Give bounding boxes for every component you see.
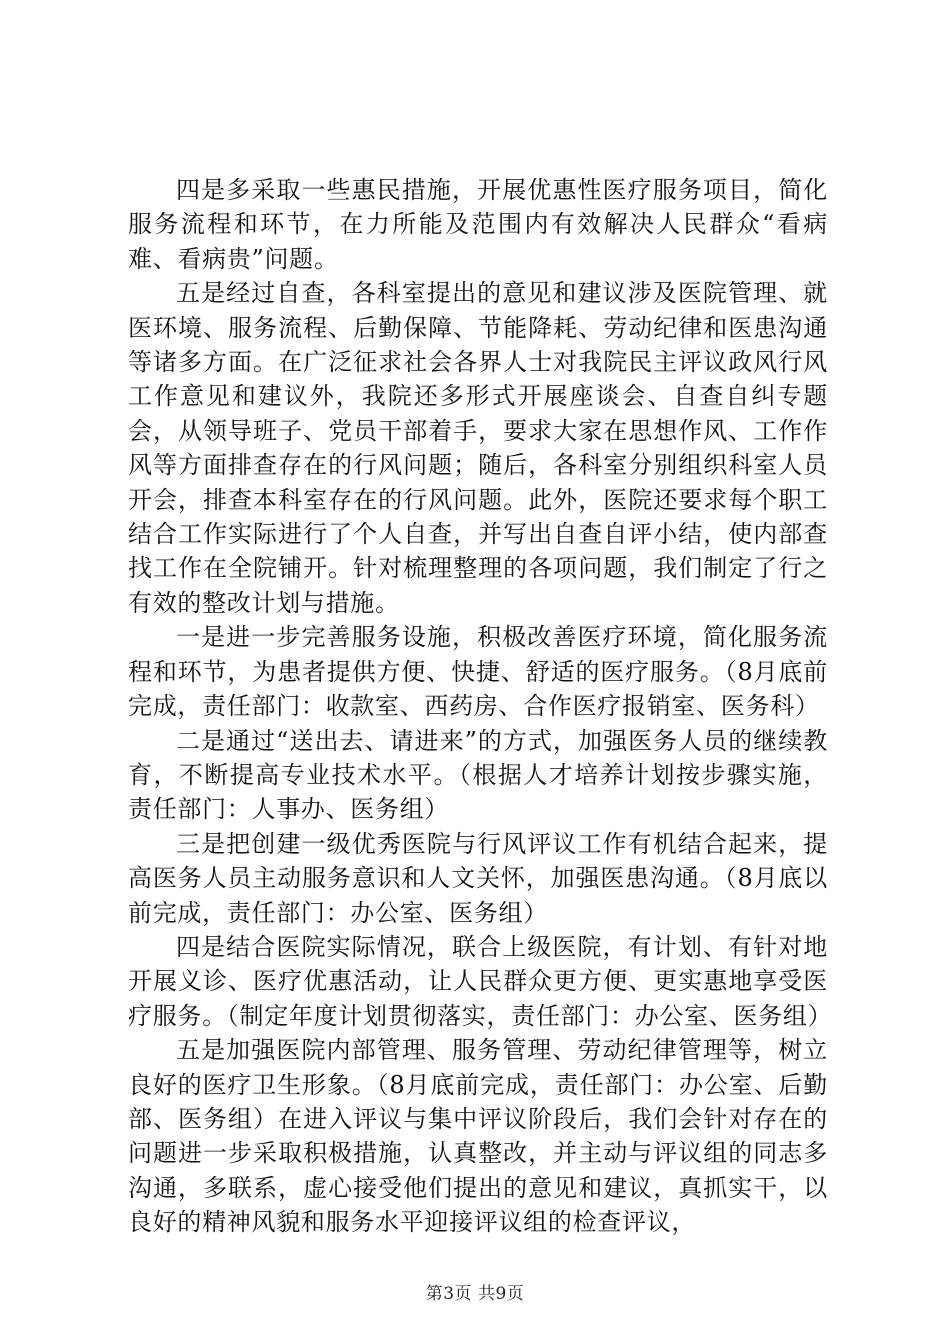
paragraph-rectification-2: 二是通过“送出去、请进来”的方式，加强医务人员的继续教育，不断提高专业技术水平。（根据人才培养计划按步骤实施，责任部门：人事办、医务组） [128,726,828,824]
paragraph-measure-4: 四是多采取一些惠民措施，开展优惠性医疗服务项目，简化服务流程和环节，在力所能及范围内有效解决人民群众“看病难、看病贵”问题。 [128,176,828,273]
document-body [128,173,833,1240]
paragraph-rectification-4: 四是结合医院实际情况，联合上级医院，有计划、有针对地开展义诊、医疗优惠活动，让人民群众更方便、更实惠地享受医疗服务。（制定年度计划贯彻落实，责任部门：办公室、医务组） [128,932,833,1030]
page-number-footer: 第3页 共9页 [425,1284,525,1304]
paragraph-rectification-3: 三是把创建一级优秀医院与行风评议工作有机结合起来，提高医务人员主动服务意识和人文关怀，加强医患沟通。（8月底以前完成，责任部门：办公室、医务组） [128,829,828,927]
paragraph-rectification-5: 五是加强医院内部管理、服务管理、劳动纪律管理等，树立良好的医疗卫生形象。（8月底前完成，责任部门：办公室、后勤部、医务组）在进入评议与集中评议阶段后，我们会针对存在的问题进一步采取积极措施，认真整改，并主动与评议组的同志多沟通，多联系，虚心接受他们提出的意见和建议，真抓实干，以良好的精神风貌和服务水平迎接评议组的检查评议， [128,1036,828,1237]
paragraph-self-inspection: 五是经过自查，各科室提出的意见和建议涉及医院管理、就医环境、服务流程、后勤保障、节能降耗、劳动纪律和医患沟通等诸多方面。在广泛征求社会各界人士对我院民主评议政风行风工作意见和建议外，我院还多形式开展座谈会、自查自纠专题会，从领导班子、党员干部着手，要求大家在思想作风、工作作风等方面排查存在的行风问题；随后，各科室分别组织科室人员开会，排查本科室存在的行风问题。此外，医院还要求每个职工结合工作实际进行了个人自查，并写出自查自评小结，使内部查找工作在全院铺开。针对梳理整理的各项问题，我们制定了行之有效的整改计划与措施。 [128,279,828,617]
paragraph-rectification-1: 一是进一步完善服务设施，积极改善医疗环境，简化服务流程和环节，为患者提供方便、快捷、舒适的医疗服务。（8月底前完成，责任部门：收款室、西药房、合作医疗报销室、医务科） [128,623,828,721]
